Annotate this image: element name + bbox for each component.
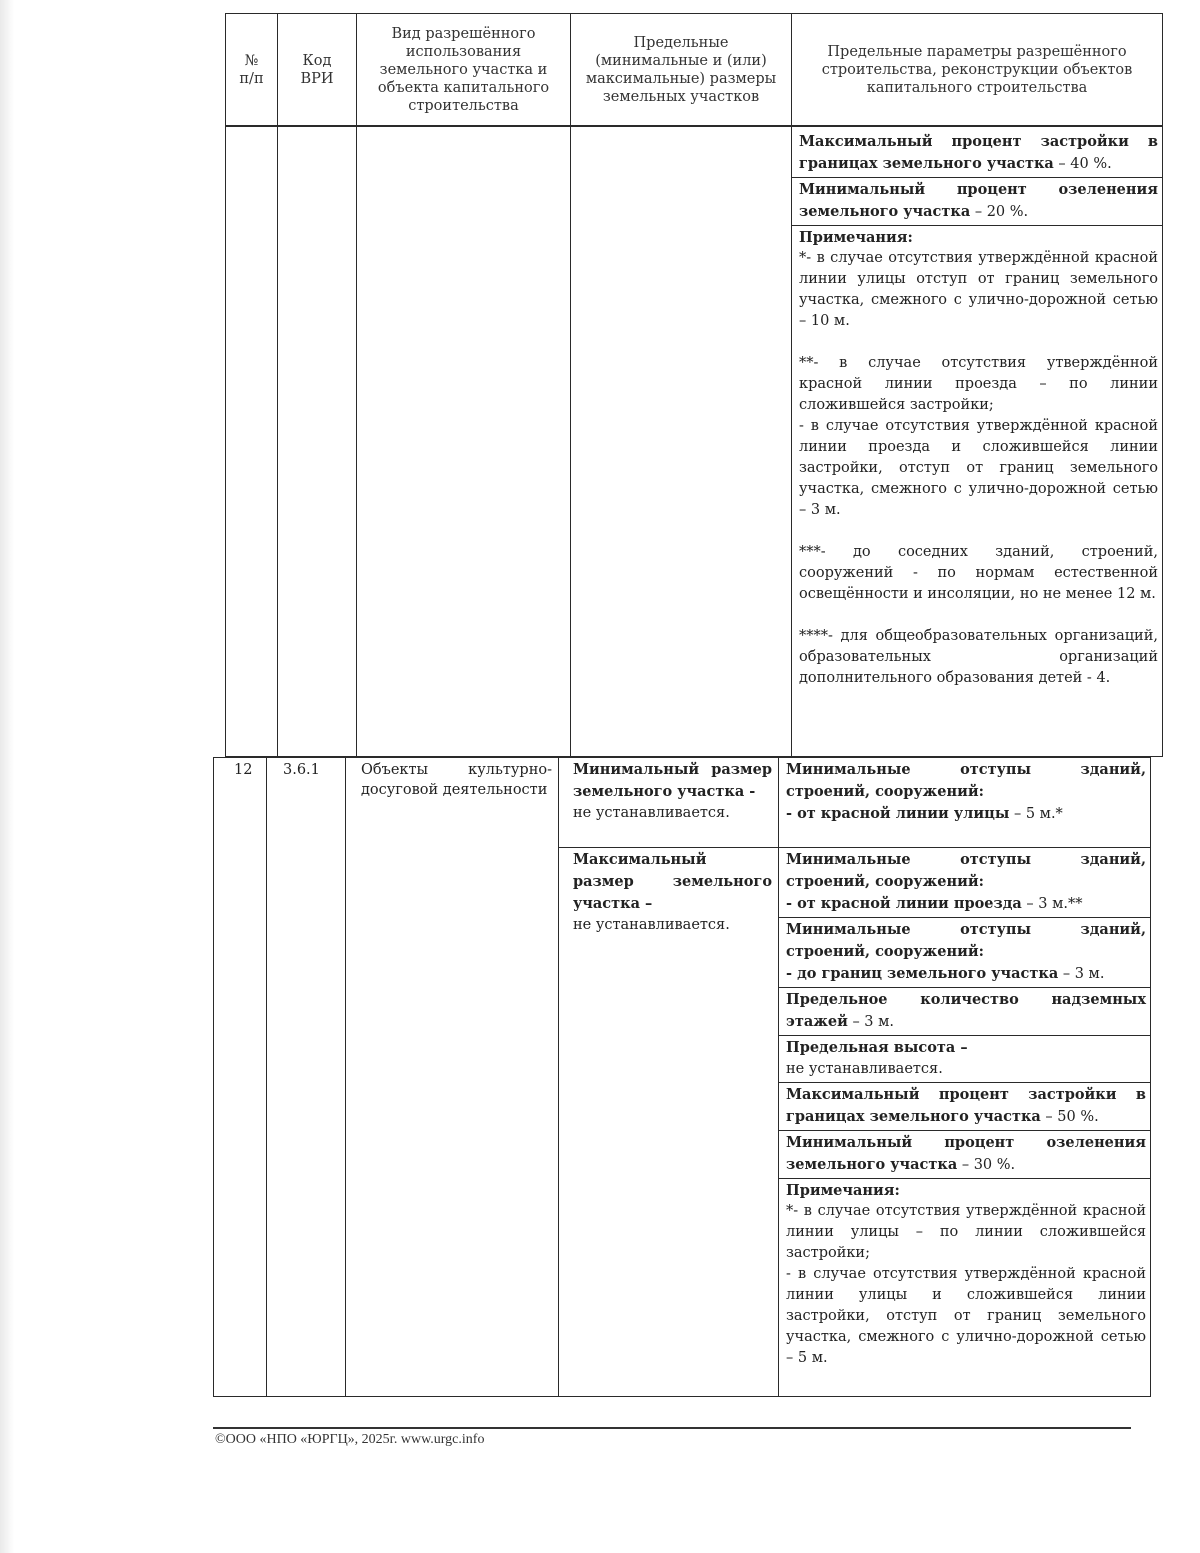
param-green-percent-30: Минимальный процент озеленения земельного участка – 30 %.: [779, 1131, 1150, 1179]
header-size: Предельные (минимальные и (или) максимальные) размеры земельных участков: [571, 14, 792, 126]
cell-plot-sizes: [559, 758, 779, 1397]
cell-build-params: [779, 758, 1151, 1397]
footer-copyright: ©ООО «НПО «ЮРГЦ», 2025г. www.urgc.info: [215, 1432, 485, 1447]
param-height: Предельная высота – не устанавливается.: [779, 1036, 1150, 1083]
notes-block: Примечания: *- в случае отсутствия утверждённой красной линии улицы отступ от границ земельного участка, смежного с улично-дорожной сетью – 10 м. **- в случае отсутствия утверждённой красной линии проезда – по линии сложившейся застройки; - в случае отсутствия утверждённой красной линии проезда и сложившейся линии застройки, отступ от границ земельного участка, смежного с улично-дорожной сетью – 3 м. ***- до соседних зданий, строений, сооружений - по нормам естественной освещённости и инсоляции, но не менее 12 м. ****- для общеобразовательных организаций, образовательных организаций дополнительного образования детей - 4.: [792, 226, 1162, 691]
cell-vri-code: 3.6.1: [267, 758, 346, 1397]
param-floors: Предельное количество надземных этажей – 3 м.: [779, 988, 1150, 1036]
note-3: ***- до соседних зданий, строений, сооружений - по нормам естественной освещённости и инсоляции, но не менее 12 м.: [799, 544, 1158, 602]
notes-block-row12: Примечания: *- в случае отсутствия утверждённой красной линии улицы – по линии сложившейся застройки; - в случае отсутствия утверждённой красной линии улицы и сложившейся линии застройки, отступ от границ земельного участка, смежного с улично-дорожной сетью – 5 м.: [779, 1179, 1150, 1371]
min-plot-size: Минимальный размер земельного участка - не устанавливается.: [559, 758, 778, 848]
cell-code-empty: [278, 127, 357, 757]
header-code: Код ВРИ: [278, 14, 357, 126]
param-offset-plot: Минимальные отступы зданий, строений, сооружений: - до границ земельного участка – 3 м.: [779, 918, 1150, 988]
cell-use-type: Объекты культурно-досуговой деятельности: [346, 758, 559, 1397]
table-row-12: [213, 757, 1151, 1397]
footer-divider: [213, 1427, 1131, 1429]
param-offset-passage: Минимальные отступы зданий, строений, сооружений: - от красной линии проезда – 3 м.**: [779, 848, 1150, 918]
table-header: [225, 13, 1163, 126]
cell-size-empty: [571, 127, 792, 757]
note-row12-1b: - в случае отсутствия утверждённой красной линии улицы и сложившейся линии застройки, отступ от границ земельного участка, смежного с улично-дорожной сетью – 5 м.: [786, 1266, 1146, 1366]
cell-row-number: 12: [214, 758, 267, 1397]
header-num: № п/п: [226, 14, 278, 126]
header-use: Вид разрешённого использования земельного участка и объекта капитального строительства: [357, 14, 571, 126]
param-offset-street: Минимальные отступы зданий, строений, сооружений: - от красной линии улицы – 5 м.*: [779, 758, 1150, 848]
scan-edge: [0, 0, 14, 1553]
note-2b: - в случае отсутствия утверждённой красной линии проезда и сложившейся линии застройки, отступ от границ земельного участка, смежного с улично-дорожной сетью – 3 м.: [799, 418, 1158, 518]
param-build-percent-50: Максимальный процент застройки в границах земельного участка – 50 %.: [779, 1083, 1150, 1131]
param-build-percent: Максимальный процент застройки в границах земельного участка – 40 %.: [792, 127, 1162, 178]
max-plot-size: Максимальный размер земельного участка – не устанавливается.: [573, 851, 772, 933]
note-2a: **- в случае отсутствия утверждённой красной линии проезда – по линии сложившейся застройки;: [799, 355, 1158, 413]
header-params: Предельные параметры разрешённого строительства, реконструкции объектов капитального строительства: [792, 14, 1163, 126]
note-row12-1a: *- в случае отсутствия утверждённой красной линии улицы – по линии сложившейся застройки;: [786, 1203, 1146, 1261]
cell-use-empty: [357, 127, 571, 757]
note-1: *- в случае отсутствия утверждённой красной линии улицы отступ от границ земельного участка, смежного с улично-дорожной сетью – 10 м.: [799, 250, 1158, 329]
table-row-continuation: [225, 126, 1163, 757]
cell-num-empty: [226, 127, 278, 757]
param-green-percent: Минимальный процент озеленения земельного участка – 20 %.: [792, 178, 1162, 226]
cell-params-prev: [792, 127, 1163, 757]
note-4: ****- для общеобразовательных организаций, образовательных организаций дополнительного образования детей - 4.: [799, 628, 1158, 686]
